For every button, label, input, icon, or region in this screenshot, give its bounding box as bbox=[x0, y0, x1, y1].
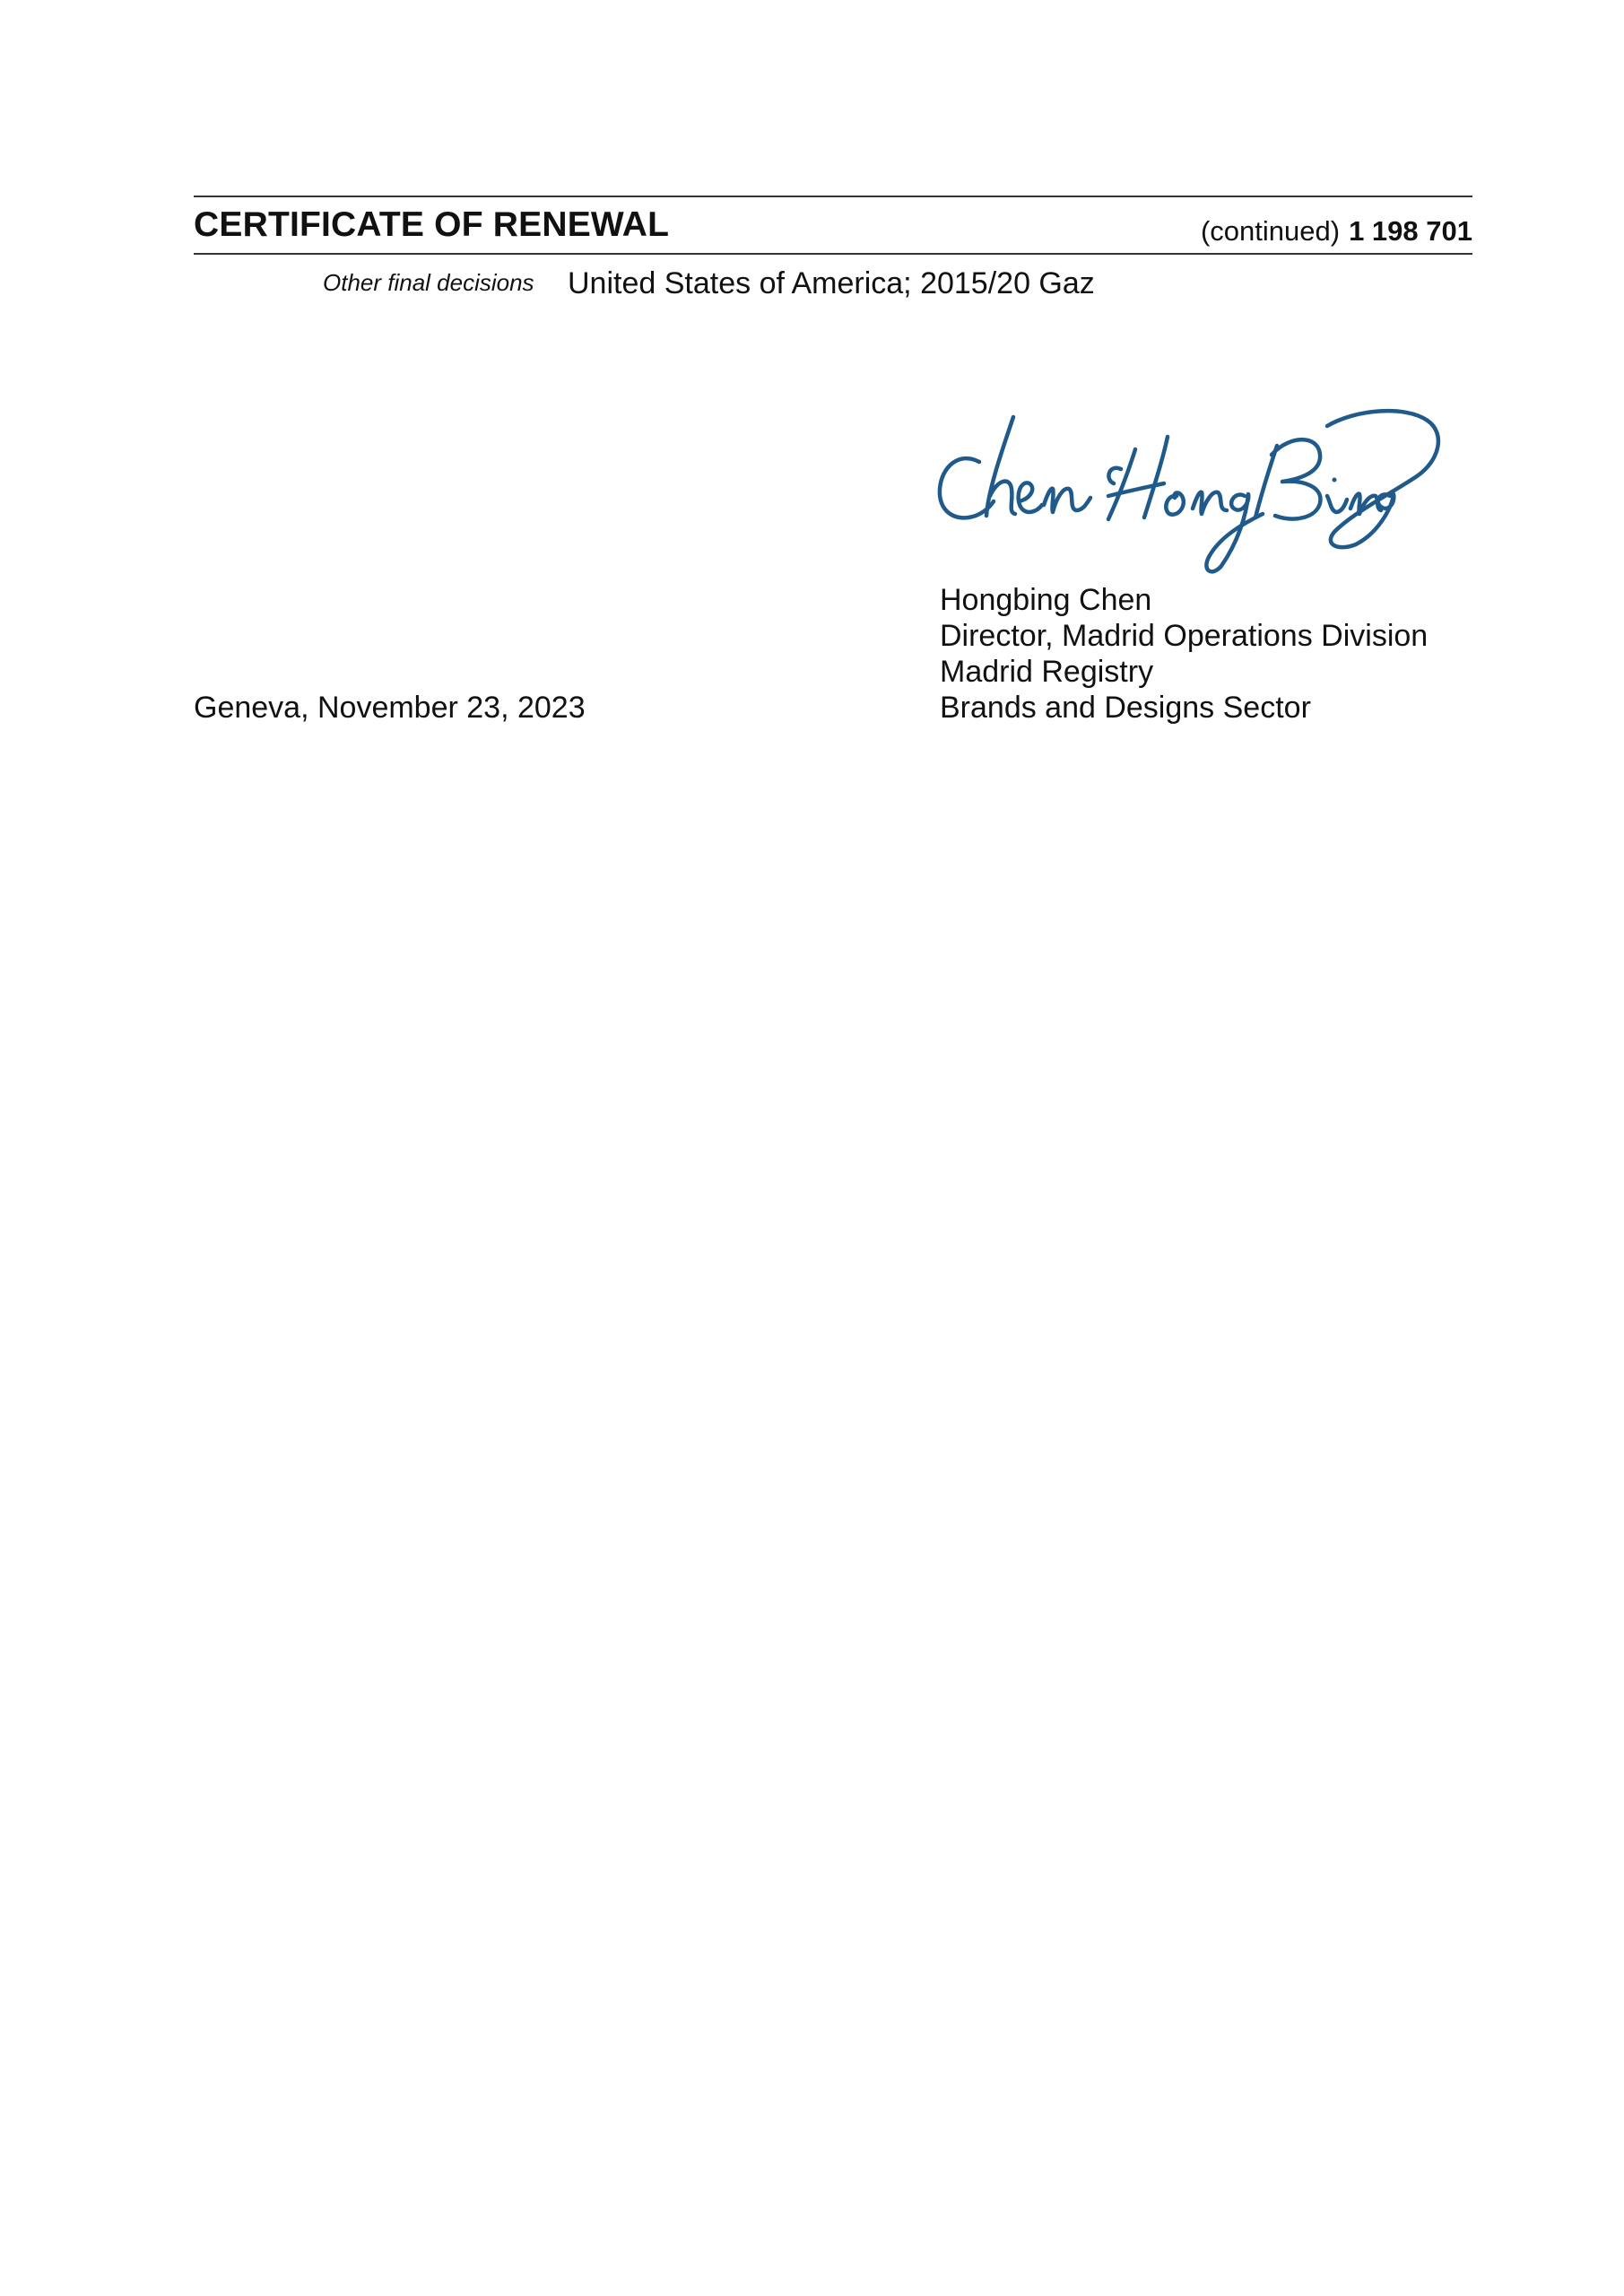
signatory-block bbox=[940, 582, 1428, 726]
header-bottom-rule bbox=[194, 253, 1472, 255]
signatory-name: Hongbing Chen bbox=[940, 583, 1152, 617]
continued-label: (continued) bbox=[1200, 215, 1341, 247]
header-top-rule bbox=[194, 196, 1472, 197]
handwritten-signature bbox=[933, 390, 1444, 578]
signatory-registry: Madrid Registry bbox=[940, 655, 1154, 689]
signatory-title: Director, Madrid Operations Division bbox=[940, 619, 1429, 653]
signatory-sector: Brands and Designs Sector bbox=[940, 691, 1311, 725]
header-reference bbox=[1201, 213, 1472, 249]
other-final-decisions-label: Other final decisions bbox=[323, 269, 534, 296]
registration-number: 1 198 701 bbox=[1349, 215, 1472, 247]
place-and-date: Geneva, November 23, 2023 bbox=[194, 691, 586, 725]
document-title: CERTIFICATE OF RENEWAL bbox=[194, 205, 670, 244]
other-final-decisions-value: United States of America; 2015/20 Gaz bbox=[568, 266, 1095, 300]
